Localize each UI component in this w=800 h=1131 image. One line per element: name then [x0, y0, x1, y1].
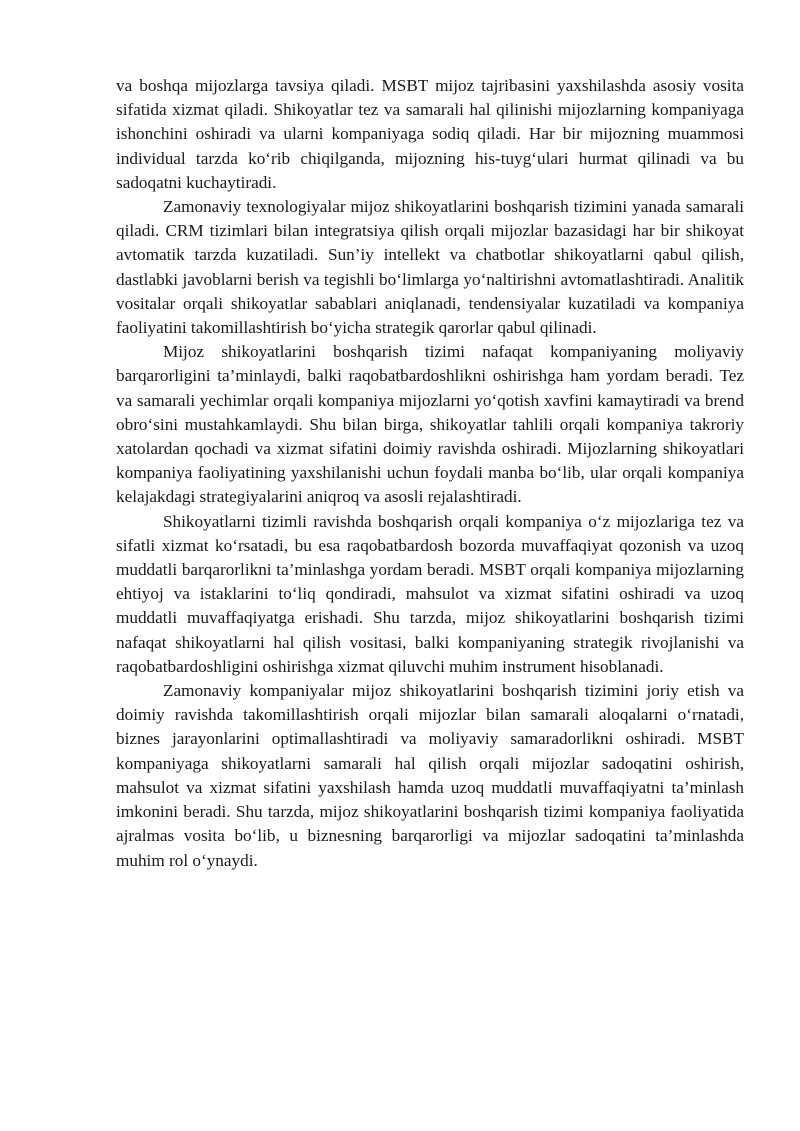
- document-body: [116, 74, 744, 873]
- paragraph-systematic-management: Shikoyatlarni tizimli ravishda boshqarish orqali kompaniya o‘z mijozlariga tez va sifatli xizmat ko‘rsatadi, bu esa raqobatbardosh bozorda muvaffaqiyat qozonish va uzoq muddatli barqarorlikni ta’minlashga yordam beradi. MSBT orqali kompaniya mijozlarning ehtiyoj va istaklarini to‘liq qondiradi, mahsulot va xizmat sifatini oshiradi va uzoq muddatli muvaffaqiyatga erishadi. Shu tarzda, mijoz shikoyatlarini boshqarish tizimi nafaqat shikoyatlarni hal qilish vositasi, balki kompaniyaning strategik rivojlanishi va raqobatbardoshligini oshirishga xizmat qiluvchi muhim instrument hisoblanadi.: [116, 511, 744, 676]
- paragraph-modern-technologies: Zamonaviy texnologiyalar mijoz shikoyatlarini boshqarish tizimini yanada samarali qiladi. CRM tizimlari bilan integratsiya qilish orqali mijozlar bazasidagi har bir shikoyat avtomatik tarzda kuzatiladi. Sun’iy intellekt va chatbotlar shikoyatlarni qabul qilish, dastlabki javoblarni berish va tegishli bo‘limlarga yo‘naltirishni avtomatlashtiradi. Analitik vositalar orqali shikoyatlar sabablari aniqlanadi, tendensiyalar kuzatiladi va kompaniya faoliyatini takomillashtirish bo‘yicha strategik qarorlar qabul qilinadi.: [116, 197, 744, 338]
- paragraph-financial-stability: Mijoz shikoyatlarini boshqarish tizimi nafaqat kompaniyaning moliyaviy barqarorligini ta’minlaydi, balki raqobatbardoshlikni oshirishga ham yordam beradi. Tez va samarali yechimlar orqali kompaniya mijozlarni yo‘qotish xavfini kamaytiradi va brend obro‘sini mustahkamlaydi. Shu bilan birga, shikoyatlar tahlili orqali kompaniya takroriy xatolardan qochadi va xizmat sifatini doimiy ravishda oshiradi. Mijozlarning shikoyatlari kompaniya faoliyatining yaxshilanishi uchun foydali manba bo‘lib, ular orqali kompaniya kelajakdagi strategiyalarini aniqroq va asosli rejalashtiradi.: [116, 342, 744, 507]
- paragraph-conclusion: Zamonaviy kompaniyalar mijoz shikoyatlarini boshqarish tizimini joriy etish va doimiy ravishda takomillashtirish orqali mijozlar bilan samarali aloqalarni o‘rnatadi, biznes jarayonlarini optimallashtiradi va moliyaviy samaradorlikni oshiradi. MSBT kompaniyaga shikoyatlarni samarali hal qilish orqali mijozlar sadoqatini oshirish, mahsulot va xizmat sifatini yaxshilash hamda uzoq muddatli muvaffaqiyatni ta’minlash imkonini beradi. Shu tarzda, mijoz shikoyatlarini boshqarish tizimi kompaniya faoliyatida ajralmas vosita bo‘lib, u biznesning barqarorligi va mijozlar sadoqatini ta’minlashda muhim rol o‘ynaydi.: [116, 681, 744, 870]
- paragraph-continued: va boshqa mijozlarga tavsiya qiladi. MSBT mijoz tajribasini yaxshilashda asosiy vosita sifatida xizmat qiladi. Shikoyatlar tez va samarali hal qilinishi mijozlarning kompaniyaga ishonchini oshiradi va ularni kompaniyaga sodiq qiladi. Har bir mijozning muammosi individual tarzda ko‘rib chiqilganda, mijozning his-tuyg‘ulari hurmat qilinadi va bu sadoqatni kuchaytiradi.: [116, 76, 744, 192]
